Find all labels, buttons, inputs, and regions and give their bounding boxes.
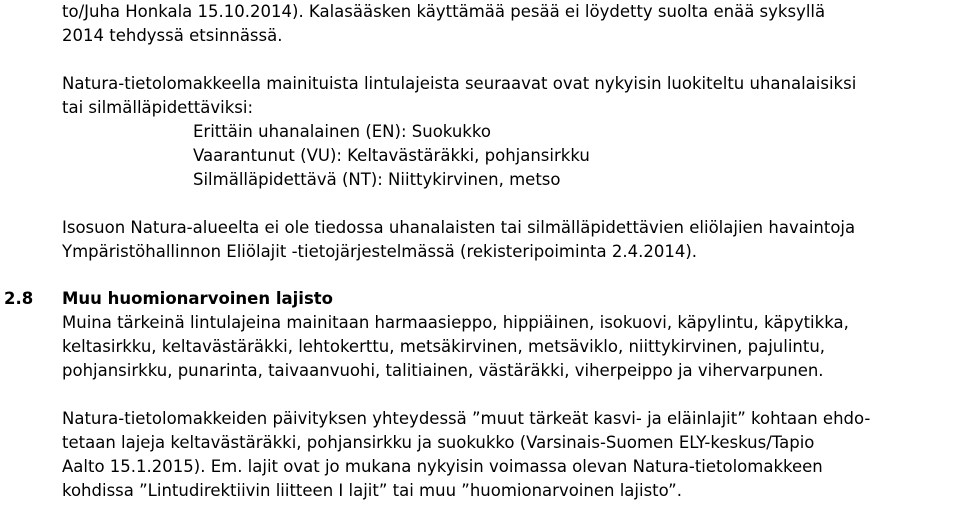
category-near-threatened: Silmälläpidettävä (NT): Niittykirvinen, metso bbox=[193, 170, 561, 189]
observations-line-1: Isosuon Natura-alueelta ei ole tiedossa uhanalaisten tai silmälläpidettävien eliölajien havaintoja bbox=[62, 218, 856, 237]
category-vulnerable: Vaarantunut (VU): Keltavästäräkki, pohjansirkku bbox=[193, 146, 590, 165]
threatened-lead-line-1: Natura-tietolomakkeella mainituista lintulajeista seuraavat ovat nykyisin luokiteltu uhanalaisiksi bbox=[62, 74, 857, 93]
section-title: Muu huomionarvoinen lajisto bbox=[62, 289, 334, 308]
intro-line-1: to/Juha Honkala 15.10.2014). Kalasääsken käyttämää pesää ei löydetty suolta enää syksyllä bbox=[62, 2, 826, 21]
paragraph2-line-1: Natura-tietolomakkeiden päivityksen yhteydessä ”muut tärkeät kasvi- ja eläinlajit” kohtaan ehdo- bbox=[62, 409, 871, 428]
intro-line-2: 2014 tehdyssä etsinnässä. bbox=[62, 26, 283, 45]
paragraph2-line-3: Aalto 15.1.2015). Em. lajit ovat jo mukana nykyisin voimassa olevan Natura-tietolomakkeen bbox=[62, 457, 823, 476]
threatened-lead-line-2: tai silmälläpidettäviksi: bbox=[62, 98, 254, 117]
paragraph1-line-3: pohjansirkku, punarinta, taivaanvuohi, talitiainen, västäräkki, viherpeippo ja vihervarpunen. bbox=[62, 361, 824, 380]
category-endangered: Erittäin uhanalainen (EN): Suokukko bbox=[193, 122, 491, 141]
section-number: 2.8 bbox=[4, 289, 34, 308]
paragraph1-line-1: Muina tärkeinä lintulajeina mainitaan harmaasieppo, hippiäinen, isokuovi, käpylintu, käpytikka, bbox=[62, 313, 849, 332]
paragraph1-line-2: keltasirkku, keltavästäräkki, lehtokerttu, metsäkirvinen, metsäviklo, niittykirvinen, pajulintu, bbox=[62, 337, 826, 356]
paragraph2-line-2: tetaan lajeja keltavästäräkki, pohjansirkku ja suokukko (Varsinais-Suomen ELY-keskus/Tapio bbox=[62, 433, 815, 452]
paragraph2-line-4: kohdissa ”Lintudirektiivin liitteen I lajit” tai muu ”huomionarvoinen lajisto”. bbox=[62, 481, 682, 500]
observations-line-2: Ympäristöhallinnon Eliölajit -tietojärjestelmässä (rekisteripoiminta 2.4.2014). bbox=[62, 242, 698, 261]
